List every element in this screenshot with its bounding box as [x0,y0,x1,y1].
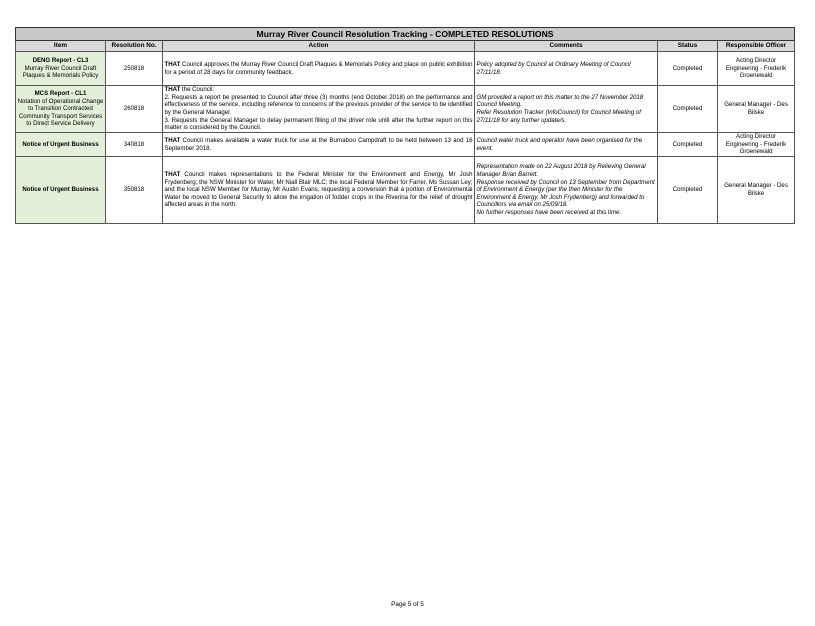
officer-cell: General Manager - Des Bilske [718,86,795,133]
item-cell [16,157,106,224]
page-number: Page 5 of 5 [391,601,424,608]
comment-line: Council water truck and operator have been organised for the event. [476,136,643,152]
item-cell [16,133,106,157]
comment-line: Response received by Council on 13 September from Department of Environment & Energy (per the then Minister for the Environment & Energy, Mr Josh Frydenberg) and forwarded to Councillors via email on 25/09/18. [476,178,655,209]
header-officer: Responsible Officer [718,41,795,52]
item-cell [16,86,106,133]
table-header-row [16,41,795,52]
officer-cell: General Manager - Des Bilske [718,157,795,224]
resolution-no: 260818 [106,86,163,133]
action-lead: THAT [164,136,181,144]
action-lead: THAT [164,170,181,178]
resolution-no: 340818 [106,133,163,157]
comments-cell [475,52,658,86]
officer-cell: Acting Director Engineering - Frederik Groenewald [718,133,795,157]
action-point: 2. Requests a report be presented to Council after three (3) months (end October 2018) on the performance and effectiveness of the service, including reference to concerns of the previous provider of the service to be identified by the General Manager. [164,93,473,116]
status-cell: Completed [658,157,718,224]
header-action: Action [163,41,475,52]
table-row [16,52,795,86]
comment-line: Refer Resolution Tracker (InfoCouncil) for Council Meeting of 27/11/18 for any further update/s. [476,109,641,124]
resolution-no: 250818 [106,52,163,86]
comments-cell [475,86,658,133]
status-cell: Completed [658,52,718,86]
action-cell [163,133,475,157]
officer-cell: Acting Director Engineering - Frederik Groenewald [718,52,795,86]
item-title: Notice of Urgent Business [22,186,99,194]
resolution-no: 350818 [106,157,163,224]
action-cell [163,52,475,86]
table-title: Murray River Council Resolution Tracking - COMPLETED RESOLUTIONS [16,28,795,41]
action-text: Council makes available a water truck for use at the Burnaboo Campdraft to be held between 13 and 16 September 2018. [164,136,473,152]
table-title-row [16,28,795,41]
header-resolution-no: Resolution No. [106,41,163,52]
action-point: 3. Requests the General Manager to delay permanent filling of the driver role until after the further report on this matter is considered by the Council. [164,116,473,132]
comments-cell [475,133,658,157]
resolution-table [15,27,795,224]
action-text: Council makes representations to the Federal Minister for the Environment and Energy, Mr Josh Frydenberg; the NSW Minister for Water, Mr Niall Blair MLC; the local Federal Member for Farrer, Ms Sussan Ley; and the local NSW Member for Murray, Mr Austin Evans, requesting a conversion that a portion of Environmental Water be moved to General Security to allow the irrigation of fodder crops in the Riverina for the relief of drought affected areas in the north. [164,170,473,209]
action-lead: THAT [164,86,181,94]
header-item: Item [16,41,106,52]
comment-line: GM provided a report on this matter to the 27 November 2018 Council Meeting. [476,93,644,109]
status-cell: Completed [658,86,718,133]
item-subtitle: Notation of Operational Change to Transition Contracted Community Transport Services to Direct Service Delivery [17,97,104,128]
table-row [16,157,795,224]
item-subtitle: Murray River Council Draft Plaques & Memorials Policy [22,64,99,80]
table-row [16,86,795,133]
action-lead: THAT [164,60,181,68]
item-title: DENG Report - CL3 [32,57,89,65]
item-title: MCS Report - CL1 [34,89,87,97]
action-cell [163,157,475,224]
table-row [16,133,795,157]
comment-line: No further responses have been received at this time. [476,209,622,217]
item-title: Notice of Urgent Business [22,140,99,148]
comments-cell [475,157,658,224]
action-cell [163,86,475,133]
item-cell [16,52,106,86]
header-status: Status [658,41,718,52]
comment-line: Policy adopted by Council at Ordinary Meeting of Council 27/11/18. [476,60,631,76]
action-text: the Council: [180,86,215,94]
action-text: Council approves the Murray River Council Draft Plaques & Memorials Policy and place on public exhibition for a period of 28 days for community feedback. [164,60,473,76]
comment-line: Representation made on 22 August 2018 by Relieving General Manager Brian Barrett. [476,163,646,178]
header-comments: Comments [475,41,658,52]
status-cell: Completed [658,133,718,157]
